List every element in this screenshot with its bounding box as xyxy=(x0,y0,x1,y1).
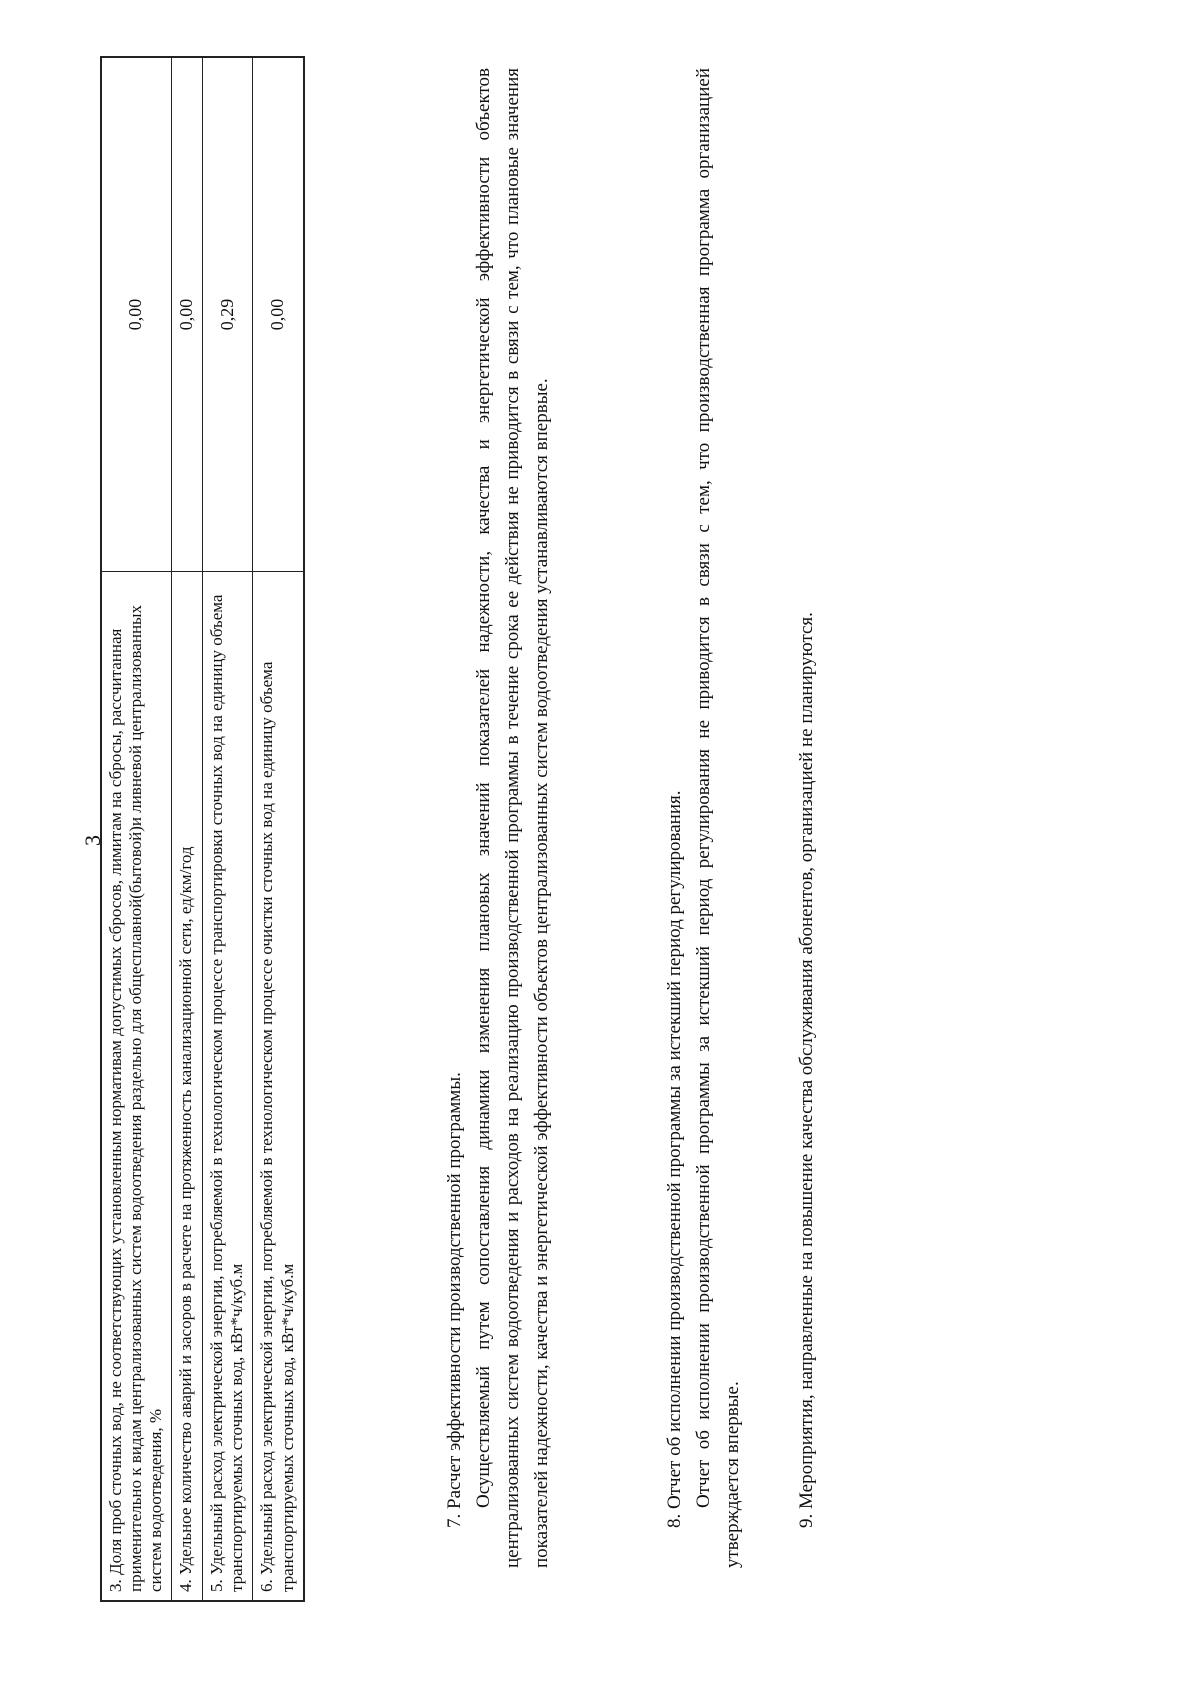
row-label: 6. Удельный расход электрической энергии, потребляемой в технологическом процессе очистки сточных вод на единицу объема транспортируемых сточных вод, кВт*ч/куб.м xyxy=(253,572,304,1602)
page-number: 3 xyxy=(80,835,105,846)
section-7 xyxy=(440,68,556,1568)
row-label: 4. Удельное количество аварий и засоров в расчете на протяженность канализационной сети, ед/км/год xyxy=(172,572,203,1602)
row-value: 0,00 xyxy=(253,57,304,572)
section-9 xyxy=(792,68,821,1568)
row-value: 0,00 xyxy=(101,57,172,572)
section-7-paragraph: Осуществляемый путем сопоставления динамики изменения плановых значений показателей надежности, качества и энергетической эффективности объектов централизованных систем водоотведения и расходов на реализацию производственной программы в течение срока ее действия не приводится в связи с тем, что плановые значения показателей надежности, качества и энергетической эффективности объектов централизованных систем водоотведения устанавливаются впервые. xyxy=(473,68,552,1568)
section-9-heading: 9. Мероприятия, направленные на повышение качества обслуживания абонентов, организацией не планируются. xyxy=(796,612,817,1528)
table-row xyxy=(203,57,253,1601)
section-8 xyxy=(660,68,747,1568)
row-label: 5. Удельный расход электрической энергии, потребляемой в технологическом процессе транспортировки сточных вод на единицу объема транспортируемых сточных вод, кВт*ч/куб.м xyxy=(203,572,253,1602)
row-label: 3. Доля проб сточных вод, не соответствующих установленным нормативам допустимых сбросов, лимитам на сбросы, рассчитанная применительно к видам централизованных систем водоотведения раздельно для общесплавной(бытовой)и ливневой централизованных систем водоотведения, % xyxy=(101,572,172,1602)
section-8-paragraph: Отчет об исполнении производственной программы за истекший период регулирования не приводится в связи с тем, что производственная программа организацией утверждается впервые. xyxy=(693,68,743,1568)
row-value: 0,00 xyxy=(172,57,203,572)
table-row xyxy=(253,57,304,1601)
table-row xyxy=(101,57,172,1601)
row-value: 0,29 xyxy=(203,57,253,572)
table-row xyxy=(172,57,203,1601)
section-7-heading: 7. Расчет эффективности производственной программы. xyxy=(444,1072,465,1528)
indicators-table xyxy=(100,56,305,1602)
section-8-heading: 8. Отчет об исполнении производственной программы за истекший период регулирования. xyxy=(664,790,685,1528)
